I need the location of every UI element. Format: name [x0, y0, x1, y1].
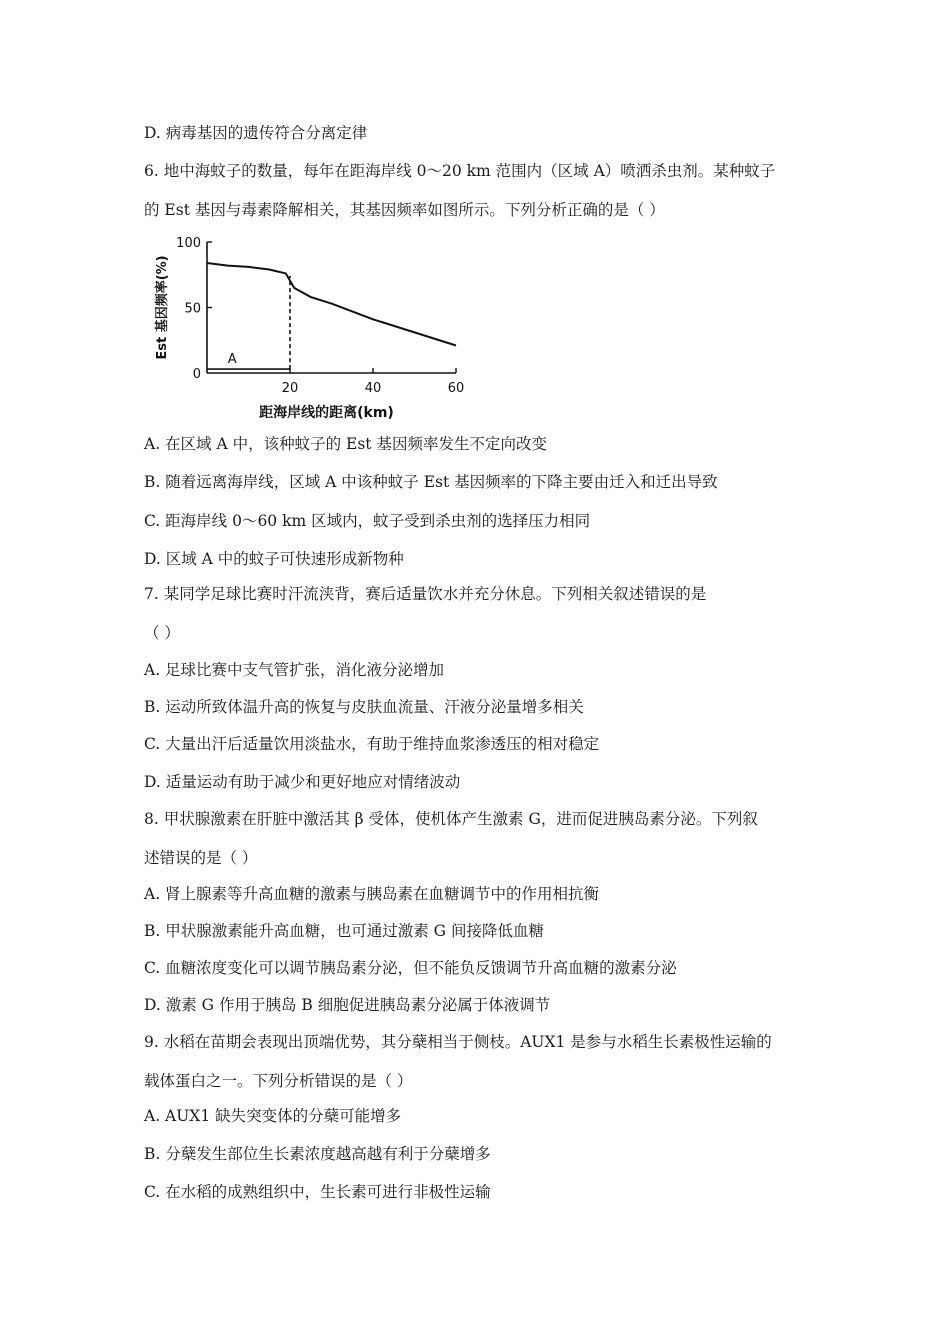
text-line: A. 足球比赛中支气管扩张，消化液分泌增加 — [144, 661, 445, 679]
x-axis-label: 距海岸线的距离(km) — [259, 405, 394, 421]
text-line: C. 在水稻的成熟组织中，生长素可进行非极性运输 — [144, 1183, 491, 1201]
text-line: D. 区域 A 中的蚊子可快速形成新物种 — [144, 550, 404, 568]
text-line: C. 血糖浓度变化可以调节胰岛素分泌，但不能负反馈调节升高血糖的激素分泌 — [144, 959, 677, 977]
text-line: 述错误的是（ ） — [144, 849, 258, 867]
text-line: （ ） — [144, 624, 180, 642]
text-line: 6. 地中海蚊子的数量，每年在距海岸线 0～20 km 范围内（区域 A）喷洒杀虫剂。某种蚊子 — [144, 162, 776, 180]
text-line: C. 大量出汗后适量饮用淡盐水，有助于维持血浆渗透压的相对稳定 — [144, 735, 600, 753]
series-group — [207, 263, 456, 369]
ticks — [176, 236, 464, 396]
text-line: D. 病毒基因的遗传符合分离定律 — [144, 124, 368, 142]
y-tick-label: 100 — [176, 236, 201, 251]
series-line-est — [207, 263, 456, 346]
x-tick-label: 60 — [447, 381, 465, 396]
y-tick-label: 50 — [184, 301, 201, 317]
text-line: B. 分蘖发生部位生长素浓度越高越有利于分蘖增多 — [144, 1145, 491, 1163]
text-line: D. 激素 G 作用于胰岛 B 细胞促进胰岛素分泌属于体液调节 — [144, 996, 551, 1014]
text-line: B. 随着远离海岸线，区域 A 中该种蚊子 Est 基因频率的下降主要由迁入和迁出导致 — [144, 473, 718, 491]
y-tick-label: 0 — [192, 367, 201, 382]
text-line: 的 Est 基因与毒素降解相关，其基因频率如图所示。下列分析正确的是（ ） — [144, 201, 665, 219]
text-line: C. 距海岸线 0～60 km 区域内，蚊子受到杀虫剂的选择压力相同 — [144, 512, 591, 530]
text-line: 8. 甲状腺激素在肝脏中激活其 β 受体，使机体产生激素 G，进而促进胰岛素分泌。下列叙 — [144, 810, 758, 828]
text-line: 7. 某同学足球比赛时汗流浃背，赛后适量饮水并充分休息。下列相关叙述错误的是 — [144, 585, 707, 603]
text-line: D. 适量运动有助于减少和更好地应对情绪波动 — [144, 773, 461, 791]
est-gene-frequency-chart — [150, 228, 480, 428]
text-line: 载体蛋白之一。下列分析错误的是（ ） — [144, 1072, 413, 1090]
axes — [207, 242, 456, 373]
text-line: A. 在区域 A 中，该种蚊子的 Est 基因频率发生不定向改变 — [144, 435, 547, 453]
text-line: 9. 水稻在苗期会表现出顶端优势，其分蘖相当于侧枝。AUX1 是参与水稻生长素极性运输的 — [144, 1033, 772, 1051]
text-line: B. 甲状腺激素能升高血糖，也可通过激素 G 间接降低血糖 — [144, 922, 544, 940]
text-line: B. 运动所致体温升高的恢复与皮肤血流量、汗液分泌量增多相关 — [144, 698, 584, 716]
x-tick-label: 40 — [364, 381, 382, 396]
x-tick-label: 20 — [281, 381, 299, 396]
y-axis-label: Est 基因频率(%) — [155, 255, 170, 360]
text-line: A. 肾上腺素等升高血糖的激素与胰岛素在血糖调节中的作用相抗衡 — [144, 885, 600, 903]
region-a-label: A — [227, 352, 237, 368]
text-line: A. AUX1 缺失突变体的分蘖可能增多 — [144, 1107, 402, 1125]
